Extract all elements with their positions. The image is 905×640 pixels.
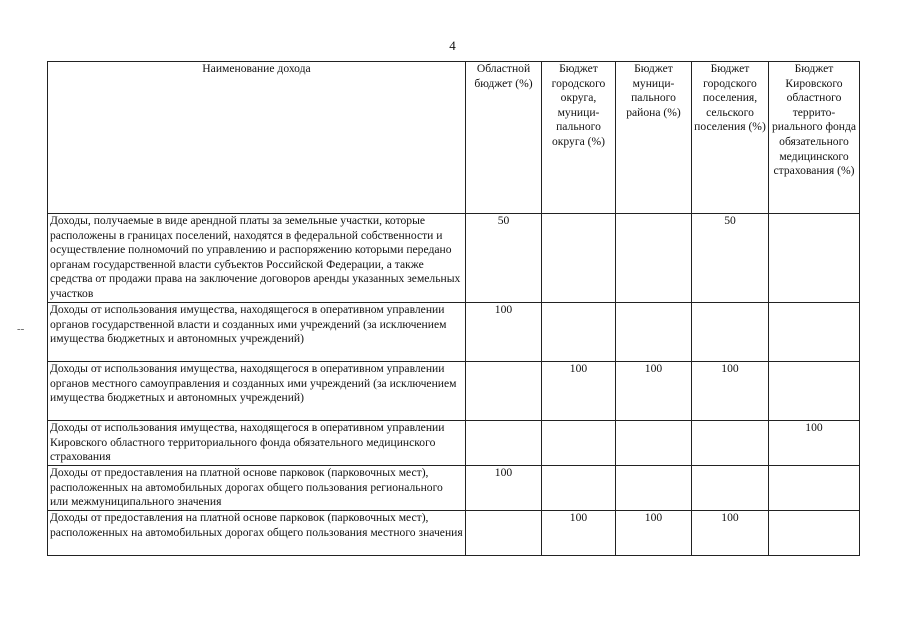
value-cell [769, 362, 860, 421]
value-cell [466, 511, 542, 556]
header-settlement-budget: Бюджет городского поселения, сельского поселения (%) [692, 62, 769, 214]
header-medical-insurance-fund-budget: Бюджет Кировского областного террито-риального фонда обязательного медицинского страхования (%) [769, 62, 860, 214]
table-row [48, 511, 860, 556]
value-cell: 100 [769, 421, 860, 466]
value-cell: 50 [466, 214, 542, 303]
value-cell: 100 [466, 303, 542, 362]
value-cell [542, 214, 616, 303]
value-cell: 100 [616, 511, 692, 556]
value-cell: 100 [466, 466, 542, 511]
value-cell [542, 303, 616, 362]
value-cell [769, 466, 860, 511]
value-cell [769, 511, 860, 556]
value-cell [466, 362, 542, 421]
header-municipal-area-budget: Бюджет муници-пального района (%) [616, 62, 692, 214]
header-income-name: Наименование дохода [48, 62, 466, 214]
value-cell [616, 466, 692, 511]
value-cell [692, 466, 769, 511]
page-number: 4 [449, 38, 456, 53]
income-distribution-table [47, 61, 860, 556]
income-name-cell: Доходы, получаемые в виде арендной платы за земельные участки, которые расположены в границах поселений, находятся в федеральной собственности и осуществление полномочий по управлению и распоряжению которыми передано органам государственной власти субъектов Российской Федерации, а также средства от продажи права на заключение договоров аренды указанных земельных участков [48, 214, 466, 303]
value-cell [542, 421, 616, 466]
value-cell [769, 303, 860, 362]
income-name-cell: Доходы от предоставления на платной основе парковок (парковочных мест), расположенных на автомобильных дорогах общего пользования местного значения [48, 511, 466, 556]
value-cell: 100 [542, 511, 616, 556]
value-cell: 100 [542, 362, 616, 421]
value-cell [466, 421, 542, 466]
margin-mark: -- [17, 323, 25, 335]
table-row [48, 421, 860, 466]
income-name-cell: Доходы от предоставления на платной основе парковок (парковочных мест), расположенных на автомобильных дорогах общего пользования регионального или межмуниципального значения [48, 466, 466, 511]
table-row [48, 466, 860, 511]
table-row [48, 362, 860, 421]
income-name-cell: Доходы от использования имущества, находящегося в оперативном управлении Кировского областного территориального фонда обязательного медицинского страхования [48, 421, 466, 466]
value-cell [692, 303, 769, 362]
income-name-cell: Доходы от использования имущества, находящегося в оперативном управлении органов местного самоуправления и созданных ими учреждений (за исключением имущества бюджетных и автономных учреждений) [48, 362, 466, 421]
header-regional-budget: Областной бюджет (%) [466, 62, 542, 214]
value-cell [769, 214, 860, 303]
table-header-row [48, 62, 860, 214]
value-cell [616, 421, 692, 466]
value-cell: 50 [692, 214, 769, 303]
table-row [48, 214, 860, 303]
value-cell [692, 421, 769, 466]
value-cell: 100 [692, 362, 769, 421]
value-cell [542, 466, 616, 511]
income-name-cell: Доходы от использования имущества, находящегося в оперативном управлении органов государственной власти и созданных ими учреждений (за исключением имущества бюджетных и автономных учреждений) [48, 303, 466, 362]
value-cell [616, 214, 692, 303]
value-cell: 100 [616, 362, 692, 421]
value-cell: 100 [692, 511, 769, 556]
value-cell [616, 303, 692, 362]
header-city-district-budget: Бюджет городского округа, муници-пального округа (%) [542, 62, 616, 214]
table-row [48, 303, 860, 362]
